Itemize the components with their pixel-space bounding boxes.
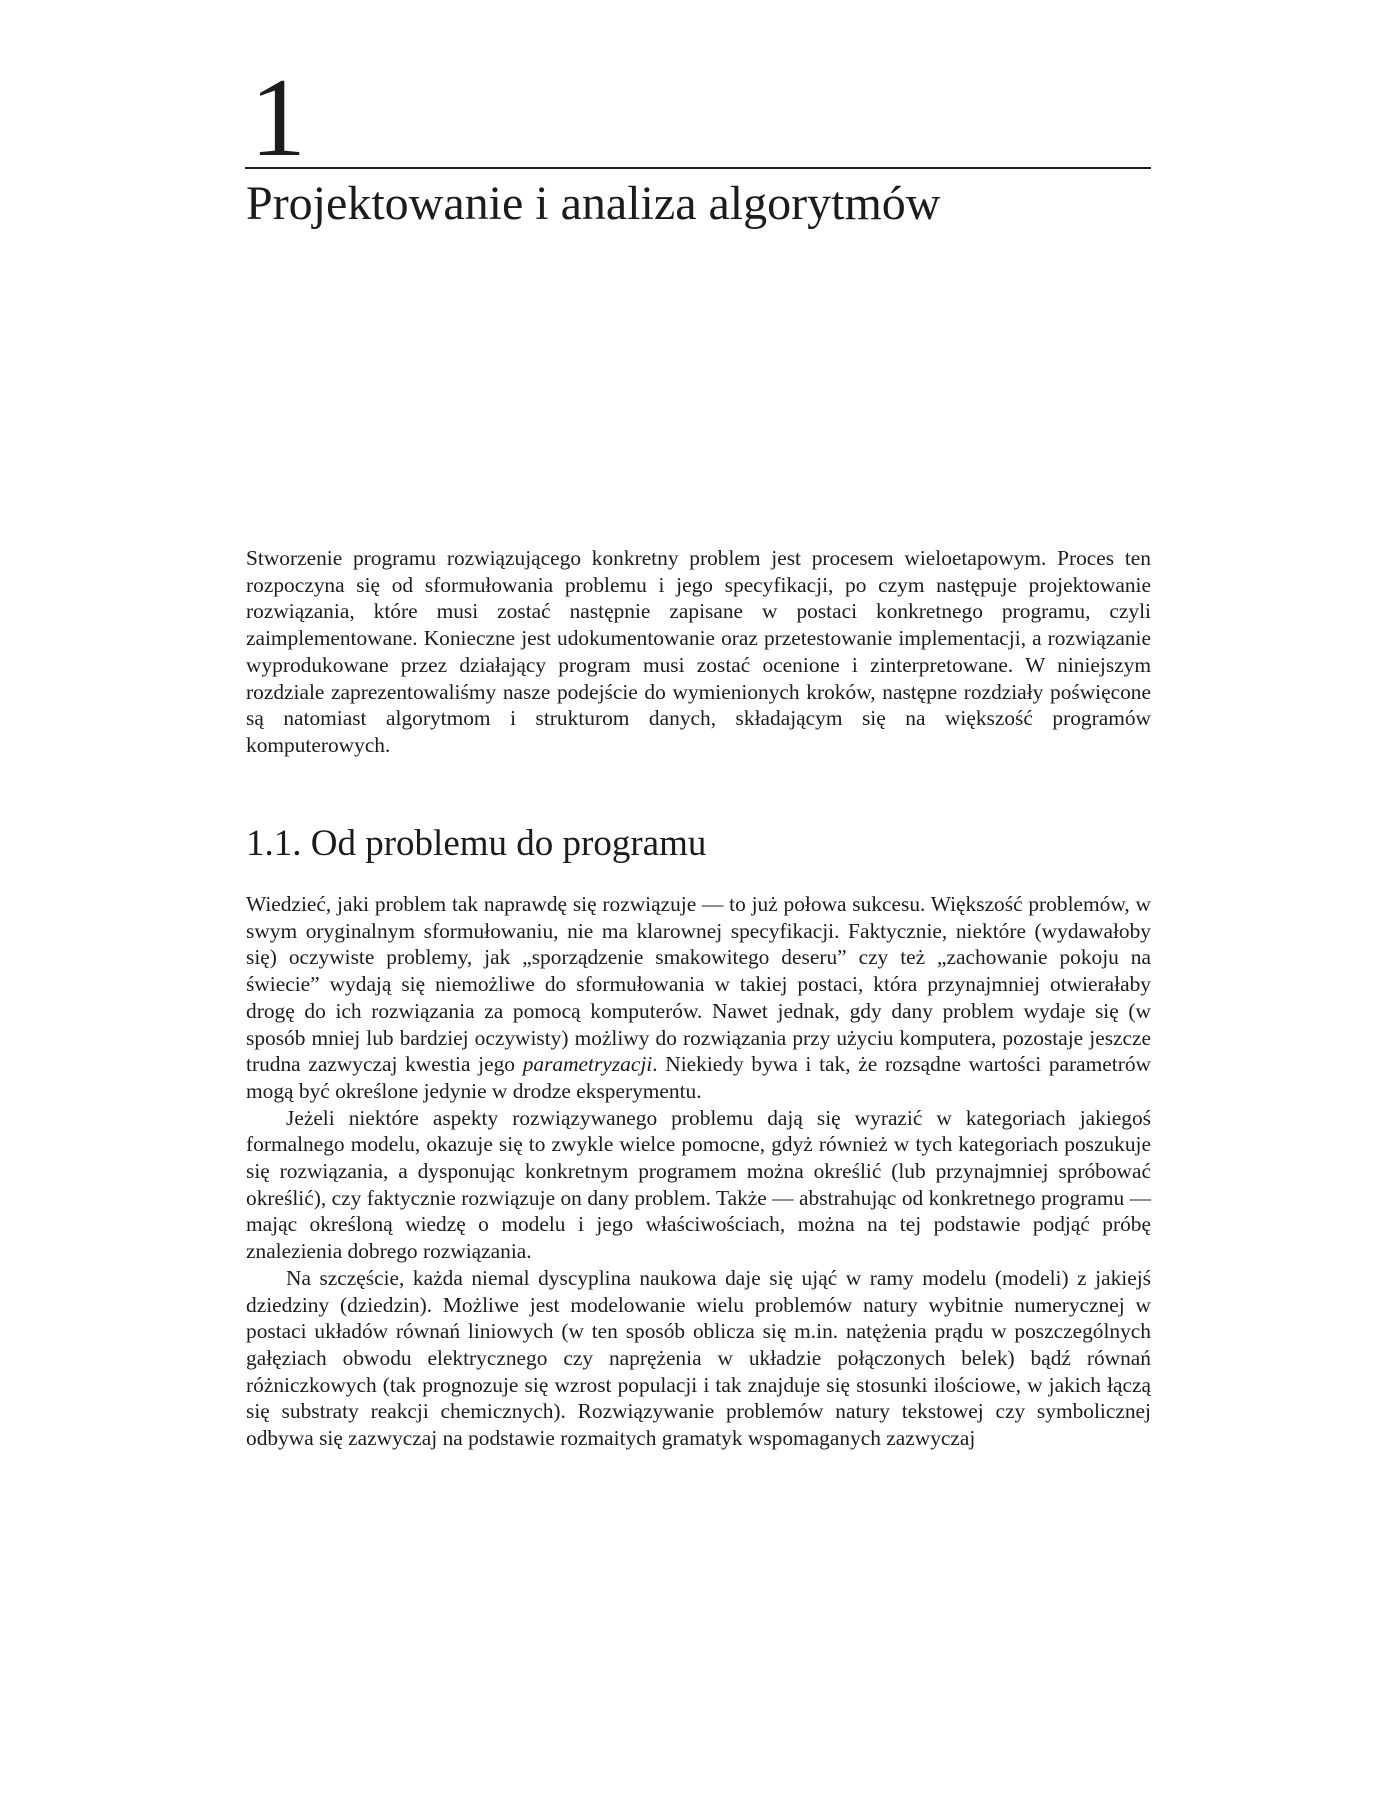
- intro-paragraph: Stworzenie programu rozwiązującego konkretny problem jest procesem wieloetapowym. Proces ten rozpoczyna się od sformułowania problemu i jego specyfikacji, po czym następuje projektowanie rozwiązania, które musi zostać następnie zapisane w postaci konkretnego programu, czyli zaimplementowane. Konieczne jest udokumentowanie oraz przetestowanie implementacji, a rozwiązanie wyprodukowane przez działający program musi zostać ocenione i zinterpretowane. W niniejszym rozdziale zaprezentowaliśmy nasze podejście do wymienionych kroków, następne rozdziały poświęcone są natomiast algorytmom i strukturom danych, składającym się na większość programów komputerowych.: [246, 546, 1151, 757]
- paragraph-text: . Niekiedy bywa i tak, że rozsądne wartości parametrów mogą być określone jedynie w drodze eksperymentu.: [246, 1052, 1151, 1103]
- emphasized-term: parametryzacji: [522, 1052, 653, 1077]
- section-body: [246, 891, 1151, 1452]
- paragraph-text: Wiedzieć, jaki problem tak naprawdę się rozwiązuje — to już połowa sukcesu. Większość problemów, w swym oryginalnym sformułowaniu, nie ma klarownej specyfikacji. Faktycznie, niektóre (wydawałoby się) oczywiste problemy, jak „sporządzenie smakowitego deseru” czy też „zachowanie pokoju na świecie” wydają się niemożliwe do sformułowania w takiej postaci, która przynajmniej otwierałaby drogę do ich rozwiązania za pomocą komputerów. Nawet jednak, gdy dany problem wydaje się (w sposób mniej lub bardziej oczywisty) możliwy do rozwiązania przy użyciu komputera, pozostaje jeszcze trudna zazwyczaj kwestia jego: [246, 892, 1151, 1077]
- chapter-number: 1: [250, 56, 306, 180]
- section-paragraph-2: Jeżeli niektóre aspekty rozwiązywanego problemu dają się wyrazić w kategoriach jakiegoś formalnego modelu, okazuje się to zwykle wielce pomocne, gdyż również w tych kategoriach poszukuje się rozwiązania, a dysponując konkretnym programem można określić (lub przynajmniej spróbować określić), czy faktycznie rozwiązuje on dany problem. Także — abstrahując od konkretnego programu — mając określoną wiedzę o modelu i jego właściwościach, można na tej podstawie podjąć próbę znalezienia dobrego rozwiązania.: [246, 1105, 1151, 1264]
- section-heading: 1.1. Od problemu do programu: [246, 823, 707, 864]
- section-paragraph-3: Na szczęście, każda niemal dyscyplina naukowa daje się ująć w ramy modelu (modeli) z jakiejś dziedziny (dziedzin). Możliwe jest modelowanie wielu problemów natury wybitnie numerycznej w postaci układów równań liniowych (w ten sposób oblicza się m.in. natężenia prądu w poszczególnych gałęziach obwodu elektrycznego czy naprężenia w układzie połączonych belek) bądź równań różniczkowych (tak prognozuje się wzrost populacji i tak znajduje się stosunki ilościowe, w jakich łączą się substraty reakcji chemicznych). Rozwiązywanie problemów natury tekstowej czy symbolicznej odbywa się zazwyczaj na podstawie rozmaitych gramatyk wspomaganych zazwyczaj: [246, 1265, 1151, 1451]
- chapter-divider: [245, 167, 1151, 169]
- section-paragraph-1: [246, 891, 1151, 1105]
- chapter-title: Projektowanie i analiza algorytmów: [246, 177, 941, 230]
